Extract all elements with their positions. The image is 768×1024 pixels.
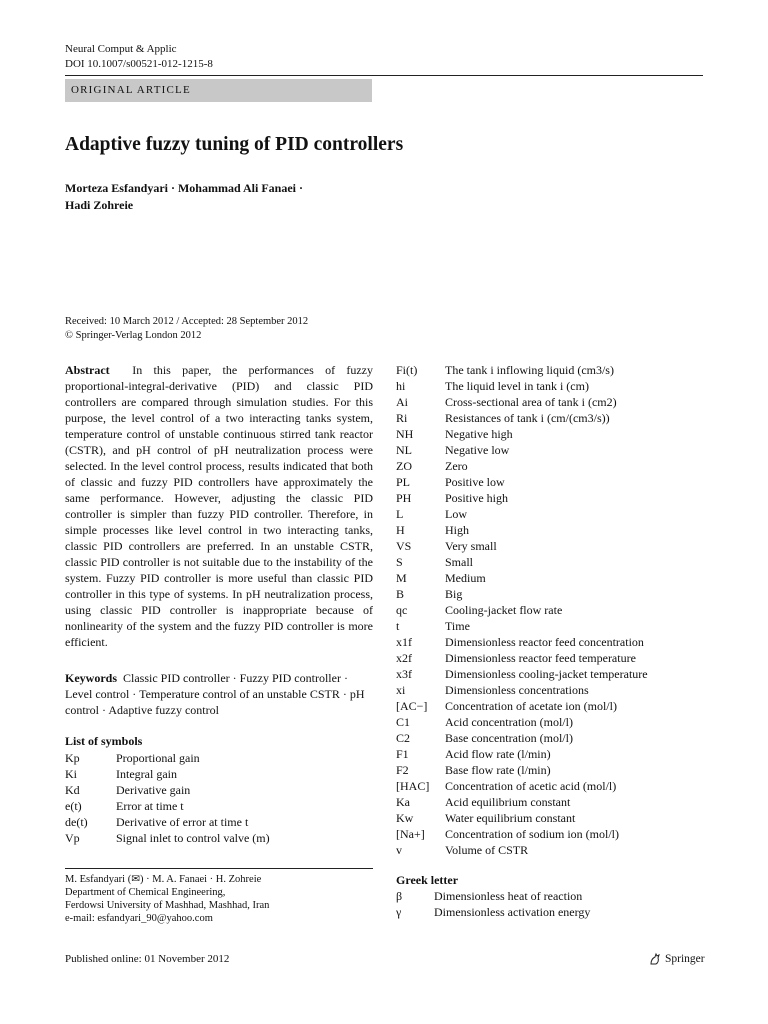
symbol-description: Negative low (445, 443, 510, 457)
symbol: F2 (396, 763, 409, 777)
symbol: PH (396, 491, 412, 505)
symbol-description: Proportional gain (116, 751, 200, 765)
symbol-row (396, 794, 648, 810)
symbol-description: Dimensionless heat of reaction (434, 889, 583, 903)
symbol-row (396, 554, 648, 570)
symbol-description: Acid equilibrium constant (445, 795, 571, 809)
journal-name: Neural Comput & Applic (65, 43, 177, 55)
symbol-row (396, 762, 648, 778)
symbol-row (396, 650, 648, 666)
symbol: C2 (396, 731, 411, 745)
symbol-description: Dimensionless activation energy (434, 905, 591, 919)
symbol-description: Acid flow rate (l/min) (445, 747, 551, 761)
symbol: x3f (396, 667, 412, 681)
symbol-description: Very small (445, 539, 497, 553)
symbol: x1f (396, 635, 412, 649)
list-of-symbols-title: List of symbols (65, 734, 143, 748)
symbol: L (396, 507, 404, 521)
symbol-row (396, 378, 648, 394)
symbol: γ (396, 905, 402, 919)
symbol: qc (396, 603, 408, 617)
symbol-row (65, 750, 270, 766)
symbol-row (396, 666, 648, 682)
keywords-label: Keywords (65, 671, 117, 685)
symbol: [HAC] (396, 779, 430, 793)
symbol: t (396, 619, 400, 633)
symbol-row (396, 490, 648, 506)
symbol-row (396, 778, 648, 794)
symbol-description: Dimensionless cooling-jacket temperature (445, 667, 648, 681)
authors-line-1: Morteza Esfandyari · Mohammad Ali Fanaei · (65, 181, 303, 195)
symbol: Ki (65, 767, 77, 781)
symbol-description: Small (445, 555, 474, 569)
publisher-mark (648, 952, 705, 966)
dates (65, 315, 308, 343)
symbol-row (65, 798, 270, 814)
symbol-description: Positive low (445, 475, 505, 489)
symbol-row (396, 522, 648, 538)
symbol-row (396, 618, 648, 634)
symbol-row (65, 830, 270, 846)
symbol-description: Big (445, 587, 463, 601)
symbol: xi (396, 683, 406, 697)
symbol: β (396, 889, 403, 903)
symbol: [Na+] (396, 827, 425, 841)
symbol-description: The liquid level in tank i (cm) (445, 379, 589, 393)
symbol-description: Derivative gain (116, 783, 191, 797)
affiliation-rule (65, 868, 373, 869)
authors (65, 180, 405, 214)
symbol-description: Cooling-jacket flow rate (445, 603, 563, 617)
symbol-description: The tank i inflowing liquid (cm3/s) (445, 363, 614, 377)
symbol: Kp (65, 751, 80, 765)
springer-horse-icon (648, 952, 662, 966)
header-rule (65, 75, 703, 76)
symbol-list-right (396, 362, 648, 858)
abstract-text: In this paper, the performances of fuzzy proportional-integral-derivative (PID) and classic PID controllers are compared through simulation studies. For this purpose, the level control of a two interacting tanks system, temperature control of unstable continuous stirred tank reactor (CSTR), and pH control of pH neutralization process were selected. In the level control process, results indicated that both of classic and fuzzy PID controllers have approximately the same performance. However, adjusting the classic PID controller is simpler than fuzzy PID controller. Therefore, in simple processes like level control in two interacting tanks, classic PID controllers are preferred. In an unstable CSTR, classic PID controller is not suitable due to the instability of the system. Fuzzy PID controller is more useful than classic PID controller in this type of systems. In pH neutralization process, using classic PID controller is inappropriate because of nonlinearity of the system and the fuzzy PID controller is more efficient. (65, 363, 373, 649)
symbol: Fi(t) (396, 363, 418, 377)
symbol-row (65, 814, 270, 830)
symbol-row (396, 458, 648, 474)
symbol-description: Zero (445, 459, 468, 473)
symbol-description: Signal inlet to control valve (m) (116, 831, 270, 845)
symbol-row (396, 426, 648, 442)
symbol-description: Cross-sectional area of tank i (cm2) (445, 395, 617, 409)
symbol-description: Concentration of sodium ion (mol/l) (445, 827, 619, 841)
symbol-description: Derivative of error at time t (116, 815, 249, 829)
affiliation-email[interactable]: e-mail: esfandyari_90@yahoo.com (65, 913, 213, 924)
symbol-description: Volume of CSTR (445, 843, 529, 857)
symbol-row (396, 826, 648, 842)
symbol-row (396, 730, 648, 746)
symbol-row (396, 634, 648, 650)
symbol-row (396, 538, 648, 554)
symbol-row (396, 810, 648, 826)
symbol-row (65, 782, 270, 798)
symbol: Kd (65, 783, 80, 797)
symbol-row (396, 410, 648, 426)
greek-symbol-list (396, 888, 590, 920)
publisher-name: Springer (665, 953, 705, 965)
symbol-row (396, 714, 648, 730)
symbol-row (396, 888, 590, 904)
symbol: de(t) (65, 815, 88, 829)
symbol: S (396, 555, 403, 569)
symbol-description: Water equilibrium constant (445, 811, 576, 825)
journal-header (65, 42, 213, 72)
symbol: Ka (396, 795, 410, 809)
published-date: Published online: 01 November 2012 (65, 953, 230, 965)
symbol: ZO (396, 459, 412, 473)
symbol-row (396, 506, 648, 522)
symbol-description: Concentration of acetic acid (mol/l) (445, 779, 617, 793)
symbol-row (396, 586, 648, 602)
symbol-description: Negative high (445, 427, 513, 441)
symbol-row (396, 842, 648, 858)
symbol: F1 (396, 747, 409, 761)
symbol-description: Positive high (445, 491, 509, 505)
authors-line-2: Hadi Zohreie (65, 198, 134, 212)
symbol-description: Acid concentration (mol/l) (445, 715, 573, 729)
symbol-description: Base flow rate (l/min) (445, 763, 551, 777)
paper-title: Adaptive fuzzy tuning of PID controllers (65, 134, 404, 155)
abstract-label: Abstract (65, 363, 110, 377)
symbol: NH (396, 427, 414, 441)
symbol: B (396, 587, 405, 601)
symbol: NL (396, 443, 412, 457)
article-type-banner: ORIGINAL ARTICLE (65, 79, 372, 102)
symbol-row (396, 602, 648, 618)
symbol: Vp (65, 831, 80, 845)
symbol-row (396, 362, 648, 378)
symbol-row (396, 394, 648, 410)
symbol: v (396, 843, 402, 857)
symbol-row (396, 442, 648, 458)
symbol-description: Dimensionless concentrations (445, 683, 589, 697)
symbol-row (396, 474, 648, 490)
symbol: Ri (396, 411, 408, 425)
symbol: e(t) (65, 799, 82, 813)
symbol: VS (396, 539, 412, 553)
symbol-description: Dimensionless reactor feed temperature (445, 651, 636, 665)
greek-letter-title: Greek letter (396, 873, 459, 887)
symbol-description: Concentration of acetate ion (mol/l) (445, 699, 617, 713)
symbol-row (396, 904, 590, 920)
symbol-row (65, 766, 270, 782)
symbol-description: Dimensionless reactor feed concentration (445, 635, 644, 649)
symbol: M (396, 571, 407, 585)
affiliation-dept: Department of Chemical Engineering, (65, 887, 226, 898)
symbol-description: Low (445, 507, 467, 521)
symbol-description: Resistances of tank i (cm/(cm3/s)) (445, 411, 610, 425)
symbol: C1 (396, 715, 411, 729)
symbol-description: Integral gain (116, 767, 177, 781)
symbol: [AC−] (396, 699, 428, 713)
symbol-description: Medium (445, 571, 486, 585)
symbol-row (396, 746, 648, 762)
keywords (65, 670, 373, 718)
copyright: © Springer-Verlag London 2012 (65, 330, 202, 341)
symbol: Ai (396, 395, 408, 409)
symbol-list-left (65, 750, 270, 846)
symbol-description: Time (445, 619, 470, 633)
symbol-description: Error at time t (116, 799, 184, 813)
abstract (65, 362, 373, 650)
symbol-description: High (445, 523, 469, 537)
symbol-row (396, 682, 648, 698)
affiliation-univ: Ferdowsi University of Mashhad, Mashhad, Iran (65, 900, 270, 911)
keywords-text: Classic PID controller · Fuzzy PID controller · Level control · Temperature control of an unstable CSTR · pH control · Adaptive fuzzy control (65, 671, 365, 717)
symbol: PL (396, 475, 411, 489)
doi: DOI 10.1007/s00521-012-1215-8 (65, 58, 213, 70)
affiliation-names: M. Esfandyari (✉) · M. A. Fanaei · H. Zohreie (65, 874, 262, 885)
symbol-row (396, 570, 648, 586)
symbol: Kw (396, 811, 414, 825)
symbol: hi (396, 379, 406, 393)
symbol-description: Base concentration (mol/l) (445, 731, 573, 745)
affiliation (65, 873, 269, 925)
symbol: H (396, 523, 405, 537)
symbol: x2f (396, 651, 412, 665)
symbol-row (396, 698, 648, 714)
received-accepted: Received: 10 March 2012 / Accepted: 28 September 2012 (65, 316, 309, 327)
